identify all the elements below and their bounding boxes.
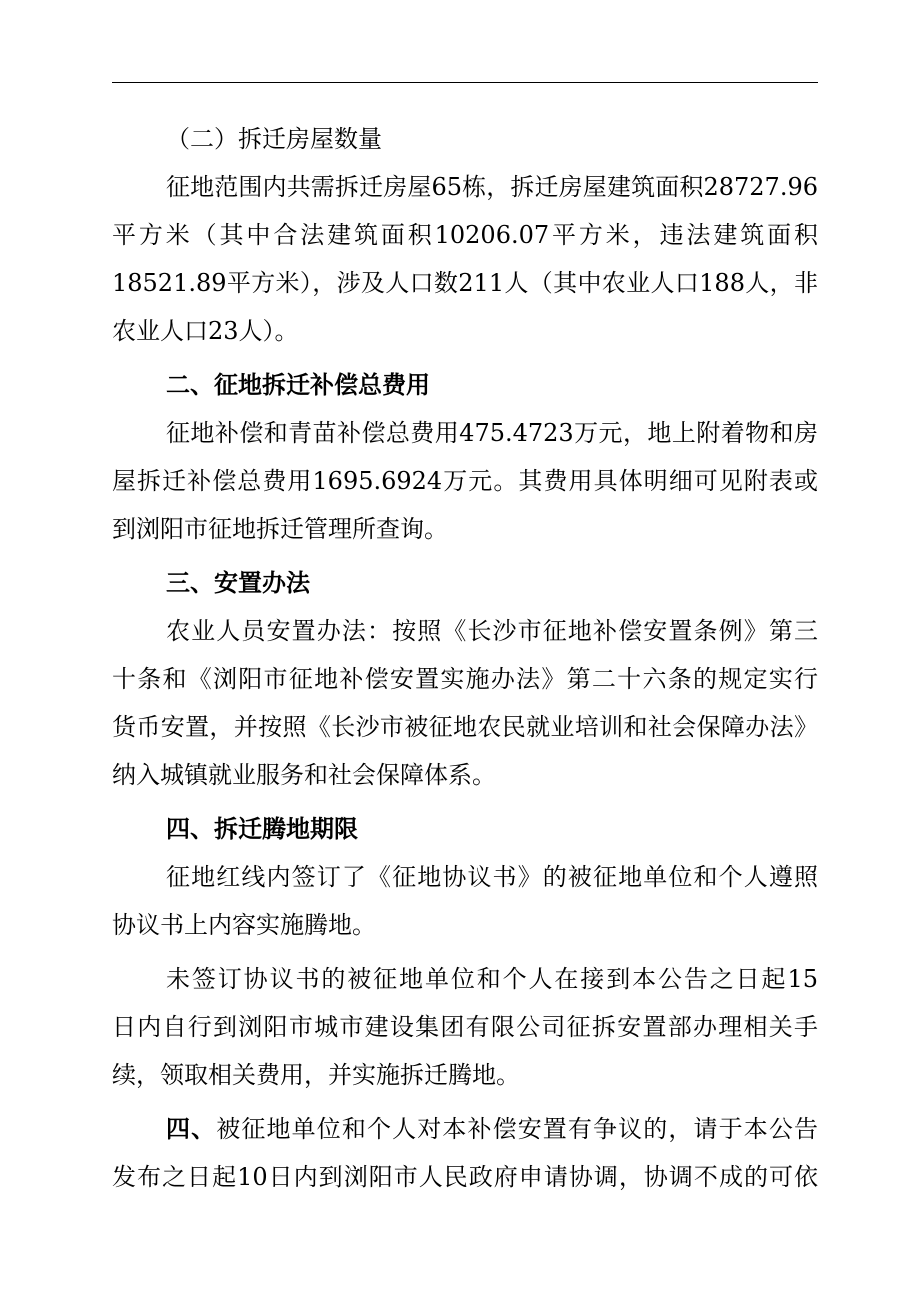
section-heading-vacate-deadline: 四、拆迁腾地期限 (166, 815, 358, 843)
text-line: 农业人员安置办法：按照《长沙市征地补偿安置条例》第三 (166, 617, 818, 645)
paragraph-compensation-cost (112, 409, 818, 553)
text-line: 18521.89平方米），涉及人口数211人（其中农业人口188人，非 (112, 269, 818, 297)
section-heading-resettlement: 三、安置办法 (166, 569, 310, 597)
text-line: 征地补偿和青苗补偿总费用475.4723万元，地上附着物和房 (166, 419, 818, 447)
paragraph-signed-agreement (112, 853, 818, 949)
text-line: 农业人口23人）。 (112, 317, 299, 345)
document-body (112, 115, 818, 1201)
text-line: 货币安置，并按照《长沙市被征地农民就业培训和社会保障办法》 (112, 713, 818, 741)
text-line: 征地红线内签订了《征地协议书》的被征地单位和个人遵照 (166, 863, 818, 891)
text-line: 续，领取相关费用，并实施拆迁腾地。 (112, 1061, 520, 1089)
text-line: 日内自行到浏阳市城市建设集团有限公司征拆安置部办理相关手 (112, 1013, 818, 1041)
dispute-text: 被征地单位和个人对本补偿安置有争议的，请于本公告 (216, 1115, 818, 1143)
section-heading-compensation-cost: 二、征地拆迁补偿总费用 (166, 371, 430, 399)
text-line: 到浏阳市征地拆迁管理所查询。 (112, 515, 448, 543)
text-line: 十条和《浏阳市征地补偿安置实施办法》第二十六条的规定实行 (112, 665, 818, 693)
text-line: 发布之日起10日内到浏阳市人民政府申请协调，协调不成的可依 (112, 1163, 818, 1191)
text-line (112, 1105, 818, 1153)
text-line: 平方米（其中合法建筑面积10206.07平方米，违法建筑面积 (112, 221, 818, 249)
text-line: 征地范围内共需拆迁房屋65栋，拆迁房屋建筑面积28727.96 (166, 173, 818, 201)
text-line: 协议书上内容实施腾地。 (112, 911, 376, 939)
sub-heading-demolition-count: （二）拆迁房屋数量 (166, 125, 382, 153)
header-rule (112, 82, 818, 83)
text-line: 纳入城镇就业服务和社会保障体系。 (112, 761, 496, 789)
paragraph-resettlement (112, 607, 818, 799)
paragraph-unsigned-agreement (112, 955, 818, 1099)
text-line: 屋拆迁补偿总费用1695.6924万元。其费用具体明细可见附表或 (112, 467, 818, 495)
paragraph-dispute (112, 1105, 818, 1201)
dispute-lead: 四、 (166, 1115, 217, 1143)
paragraph-demolition-count (112, 163, 818, 355)
text-line: 未签订协议书的被征地单位和个人在接到本公告之日起15 (166, 965, 818, 993)
